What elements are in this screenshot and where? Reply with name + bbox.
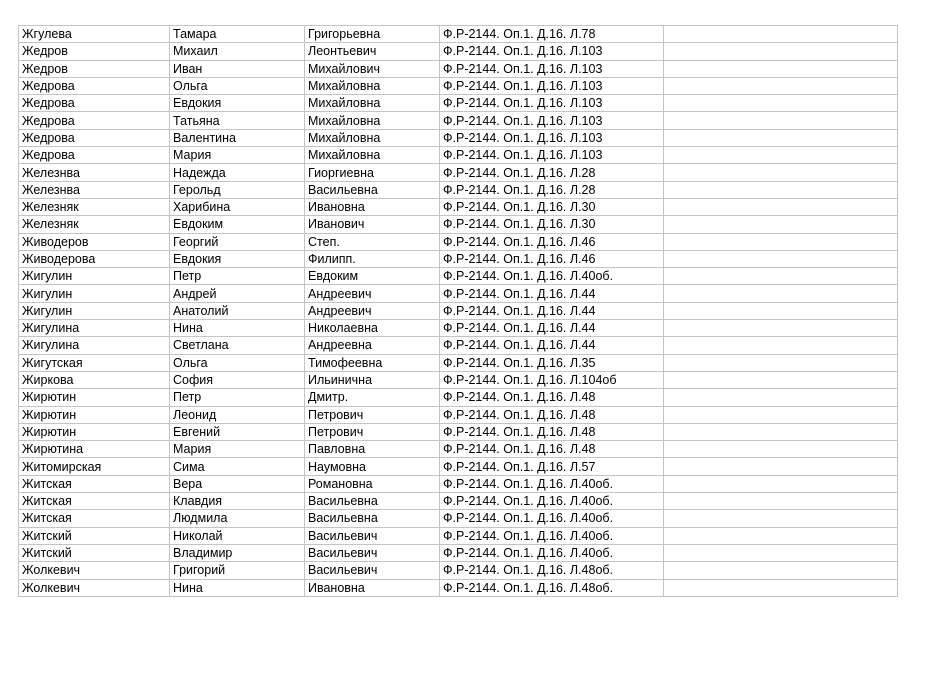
archive-reference-cell: Ф.Р-2144. Оп.1. Д.16. Л.48 <box>440 406 664 423</box>
surname-cell: Жедрова <box>19 77 170 94</box>
archive-records-table <box>18 25 898 597</box>
table-row <box>19 423 898 440</box>
table-row <box>19 337 898 354</box>
archive-reference-cell: Ф.Р-2144. Оп.1. Д.16. Л.48 <box>440 441 664 458</box>
archive-reference-cell: Ф.Р-2144. Оп.1. Д.16. Л.44 <box>440 302 664 319</box>
archive-reference-cell: Ф.Р-2144. Оп.1. Д.16. Л.40об. <box>440 510 664 527</box>
empty-cell <box>664 129 898 146</box>
archive-reference-cell: Ф.Р-2144. Оп.1. Д.16. Л.103 <box>440 129 664 146</box>
surname-cell: Житская <box>19 493 170 510</box>
archive-reference-cell: Ф.Р-2144. Оп.1. Д.16. Л.78 <box>440 26 664 43</box>
patronymic-cell: Павловна <box>305 441 440 458</box>
empty-cell <box>664 458 898 475</box>
patronymic-cell: Наумовна <box>305 458 440 475</box>
patronymic-cell: Петрович <box>305 406 440 423</box>
patronymic-cell: Андреевна <box>305 337 440 354</box>
patronymic-cell: Николаевна <box>305 320 440 337</box>
archive-reference-cell: Ф.Р-2144. Оп.1. Д.16. Л.103 <box>440 95 664 112</box>
empty-cell <box>664 510 898 527</box>
archive-reference-cell: Ф.Р-2144. Оп.1. Д.16. Л.40об. <box>440 493 664 510</box>
empty-cell <box>664 285 898 302</box>
empty-cell <box>664 475 898 492</box>
first-name-cell: Михаил <box>170 43 305 60</box>
patronymic-cell: Васильевич <box>305 562 440 579</box>
surname-cell: Житский <box>19 527 170 544</box>
table-row <box>19 544 898 561</box>
archive-reference-cell: Ф.Р-2144. Оп.1. Д.16. Л.57 <box>440 458 664 475</box>
table-row <box>19 458 898 475</box>
first-name-cell: Мария <box>170 147 305 164</box>
patronymic-cell: Григорьевна <box>305 26 440 43</box>
archive-reference-cell: Ф.Р-2144. Оп.1. Д.16. Л.103 <box>440 60 664 77</box>
surname-cell: Жедров <box>19 43 170 60</box>
first-name-cell: Мария <box>170 441 305 458</box>
table-row <box>19 112 898 129</box>
empty-cell <box>664 147 898 164</box>
table-row <box>19 527 898 544</box>
first-name-cell: Иван <box>170 60 305 77</box>
surname-cell: Жедрова <box>19 147 170 164</box>
surname-cell: Жгулева <box>19 26 170 43</box>
empty-cell <box>664 423 898 440</box>
surname-cell: Жирютин <box>19 389 170 406</box>
patronymic-cell: Михайлович <box>305 60 440 77</box>
first-name-cell: София <box>170 371 305 388</box>
surname-cell: Житская <box>19 475 170 492</box>
archive-reference-cell: Ф.Р-2144. Оп.1. Д.16. Л.35 <box>440 354 664 371</box>
empty-cell <box>664 181 898 198</box>
table-row <box>19 285 898 302</box>
patronymic-cell: Андреевич <box>305 302 440 319</box>
first-name-cell: Ольга <box>170 77 305 94</box>
table-row <box>19 198 898 215</box>
empty-cell <box>664 43 898 60</box>
patronymic-cell: Романовна <box>305 475 440 492</box>
surname-cell: Железняк <box>19 198 170 215</box>
patronymic-cell: Михайловна <box>305 77 440 94</box>
table-body <box>19 26 898 597</box>
patronymic-cell: Иванович <box>305 216 440 233</box>
patronymic-cell: Ивановна <box>305 198 440 215</box>
archive-reference-cell: Ф.Р-2144. Оп.1. Д.16. Л.46 <box>440 250 664 267</box>
archive-reference-cell: Ф.Р-2144. Оп.1. Д.16. Л.40об. <box>440 475 664 492</box>
patronymic-cell: Васильевич <box>305 527 440 544</box>
first-name-cell: Евгений <box>170 423 305 440</box>
surname-cell: Железнва <box>19 181 170 198</box>
surname-cell: Жедров <box>19 60 170 77</box>
table-row <box>19 320 898 337</box>
surname-cell: Жирютина <box>19 441 170 458</box>
empty-cell <box>664 233 898 250</box>
empty-cell <box>664 302 898 319</box>
table-row <box>19 26 898 43</box>
archive-reference-cell: Ф.Р-2144. Оп.1. Д.16. Л.40об. <box>440 268 664 285</box>
empty-cell <box>664 441 898 458</box>
first-name-cell: Ольга <box>170 354 305 371</box>
table-row <box>19 371 898 388</box>
patronymic-cell: Васильевич <box>305 544 440 561</box>
patronymic-cell: Евдоким <box>305 268 440 285</box>
archive-reference-cell: Ф.Р-2144. Оп.1. Д.16. Л.104об <box>440 371 664 388</box>
surname-cell: Житомирская <box>19 458 170 475</box>
first-name-cell: Герольд <box>170 181 305 198</box>
first-name-cell: Георгий <box>170 233 305 250</box>
surname-cell: Жедрова <box>19 112 170 129</box>
first-name-cell: Вера <box>170 475 305 492</box>
surname-cell: Житская <box>19 510 170 527</box>
surname-cell: Жигулина <box>19 337 170 354</box>
surname-cell: Жиркова <box>19 371 170 388</box>
surname-cell: Жигутская <box>19 354 170 371</box>
first-name-cell: Николай <box>170 527 305 544</box>
empty-cell <box>664 112 898 129</box>
surname-cell: Жедрова <box>19 95 170 112</box>
empty-cell <box>664 337 898 354</box>
patronymic-cell: Степ. <box>305 233 440 250</box>
archive-reference-cell: Ф.Р-2144. Оп.1. Д.16. Л.103 <box>440 147 664 164</box>
patronymic-cell: Петрович <box>305 423 440 440</box>
surname-cell: Жигулин <box>19 285 170 302</box>
empty-cell <box>664 216 898 233</box>
first-name-cell: Петр <box>170 389 305 406</box>
first-name-cell: Валентина <box>170 129 305 146</box>
empty-cell <box>664 250 898 267</box>
archive-reference-cell: Ф.Р-2144. Оп.1. Д.16. Л.40об. <box>440 544 664 561</box>
archive-reference-cell: Ф.Р-2144. Оп.1. Д.16. Л.46 <box>440 233 664 250</box>
archive-reference-cell: Ф.Р-2144. Оп.1. Д.16. Л.48 <box>440 423 664 440</box>
surname-cell: Жолкевич <box>19 579 170 596</box>
first-name-cell: Тамара <box>170 26 305 43</box>
table-row <box>19 181 898 198</box>
empty-cell <box>664 198 898 215</box>
first-name-cell: Владимир <box>170 544 305 561</box>
empty-cell <box>664 389 898 406</box>
empty-cell <box>664 320 898 337</box>
table-row <box>19 268 898 285</box>
first-name-cell: Людмила <box>170 510 305 527</box>
archive-reference-cell: Ф.Р-2144. Оп.1. Д.16. Л.30 <box>440 216 664 233</box>
table-row <box>19 406 898 423</box>
surname-cell: Жедрова <box>19 129 170 146</box>
archive-reference-cell: Ф.Р-2144. Оп.1. Д.16. Л.30 <box>440 198 664 215</box>
surname-cell: Железнва <box>19 164 170 181</box>
table-row <box>19 354 898 371</box>
first-name-cell: Евдокия <box>170 95 305 112</box>
archive-reference-cell: Ф.Р-2144. Оп.1. Д.16. Л.28 <box>440 181 664 198</box>
surname-cell: Жирютин <box>19 406 170 423</box>
first-name-cell: Нина <box>170 320 305 337</box>
surname-cell: Житский <box>19 544 170 561</box>
patronymic-cell: Ильинична <box>305 371 440 388</box>
patronymic-cell: Тимофеевна <box>305 354 440 371</box>
archive-reference-cell: Ф.Р-2144. Оп.1. Д.16. Л.28 <box>440 164 664 181</box>
archive-reference-cell: Ф.Р-2144. Оп.1. Д.16. Л.48об. <box>440 579 664 596</box>
archive-reference-cell: Ф.Р-2144. Оп.1. Д.16. Л.40об. <box>440 527 664 544</box>
surname-cell: Жолкевич <box>19 562 170 579</box>
table-row <box>19 389 898 406</box>
empty-cell <box>664 95 898 112</box>
empty-cell <box>664 562 898 579</box>
table-row <box>19 493 898 510</box>
archive-reference-cell: Ф.Р-2144. Оп.1. Д.16. Л.103 <box>440 43 664 60</box>
patronymic-cell: Гиоргиевна <box>305 164 440 181</box>
patronymic-cell: Михайловна <box>305 112 440 129</box>
archive-reference-cell: Ф.Р-2144. Оп.1. Д.16. Л.48 <box>440 389 664 406</box>
archive-reference-cell: Ф.Р-2144. Оп.1. Д.16. Л.103 <box>440 77 664 94</box>
table-row <box>19 60 898 77</box>
surname-cell: Живодерова <box>19 250 170 267</box>
first-name-cell: Клавдия <box>170 493 305 510</box>
first-name-cell: Андрей <box>170 285 305 302</box>
first-name-cell: Петр <box>170 268 305 285</box>
empty-cell <box>664 579 898 596</box>
first-name-cell: Евдоким <box>170 216 305 233</box>
archive-reference-cell: Ф.Р-2144. Оп.1. Д.16. Л.44 <box>440 320 664 337</box>
patronymic-cell: Михайловна <box>305 95 440 112</box>
surname-cell: Жигулин <box>19 302 170 319</box>
patronymic-cell: Васильевна <box>305 181 440 198</box>
patronymic-cell: Васильевна <box>305 510 440 527</box>
table-row <box>19 77 898 94</box>
empty-cell <box>664 268 898 285</box>
table-row <box>19 147 898 164</box>
table-row <box>19 579 898 596</box>
table-row <box>19 233 898 250</box>
archive-reference-cell: Ф.Р-2144. Оп.1. Д.16. Л.44 <box>440 337 664 354</box>
patronymic-cell: Ивановна <box>305 579 440 596</box>
table-row <box>19 164 898 181</box>
patronymic-cell: Филипп. <box>305 250 440 267</box>
first-name-cell: Евдокия <box>170 250 305 267</box>
empty-cell <box>664 354 898 371</box>
empty-cell <box>664 544 898 561</box>
archive-reference-cell: Ф.Р-2144. Оп.1. Д.16. Л.48об. <box>440 562 664 579</box>
patronymic-cell: Михайловна <box>305 129 440 146</box>
table-row <box>19 95 898 112</box>
surname-cell: Жирютин <box>19 423 170 440</box>
first-name-cell: Сима <box>170 458 305 475</box>
empty-cell <box>664 371 898 388</box>
empty-cell <box>664 493 898 510</box>
patronymic-cell: Дмитр. <box>305 389 440 406</box>
patronymic-cell: Михайловна <box>305 147 440 164</box>
surname-cell: Живодеров <box>19 233 170 250</box>
first-name-cell: Нина <box>170 579 305 596</box>
first-name-cell: Анатолий <box>170 302 305 319</box>
first-name-cell: Татьяна <box>170 112 305 129</box>
patronymic-cell: Васильевна <box>305 493 440 510</box>
table-row <box>19 510 898 527</box>
archive-reference-cell: Ф.Р-2144. Оп.1. Д.16. Л.44 <box>440 285 664 302</box>
table-row <box>19 250 898 267</box>
empty-cell <box>664 77 898 94</box>
empty-cell <box>664 164 898 181</box>
table-row <box>19 216 898 233</box>
empty-cell <box>664 60 898 77</box>
table-row <box>19 302 898 319</box>
patronymic-cell: Андреевич <box>305 285 440 302</box>
empty-cell <box>664 527 898 544</box>
first-name-cell: Леонид <box>170 406 305 423</box>
empty-cell <box>664 26 898 43</box>
empty-cell <box>664 406 898 423</box>
table-row <box>19 475 898 492</box>
patronymic-cell: Леонтьевич <box>305 43 440 60</box>
surname-cell: Жигулин <box>19 268 170 285</box>
surname-cell: Жигулина <box>19 320 170 337</box>
first-name-cell: Надежда <box>170 164 305 181</box>
table-row <box>19 129 898 146</box>
first-name-cell: Григорий <box>170 562 305 579</box>
archive-reference-cell: Ф.Р-2144. Оп.1. Д.16. Л.103 <box>440 112 664 129</box>
table-row <box>19 562 898 579</box>
table-row <box>19 441 898 458</box>
surname-cell: Железняк <box>19 216 170 233</box>
first-name-cell: Харибина <box>170 198 305 215</box>
table-row <box>19 43 898 60</box>
first-name-cell: Светлана <box>170 337 305 354</box>
